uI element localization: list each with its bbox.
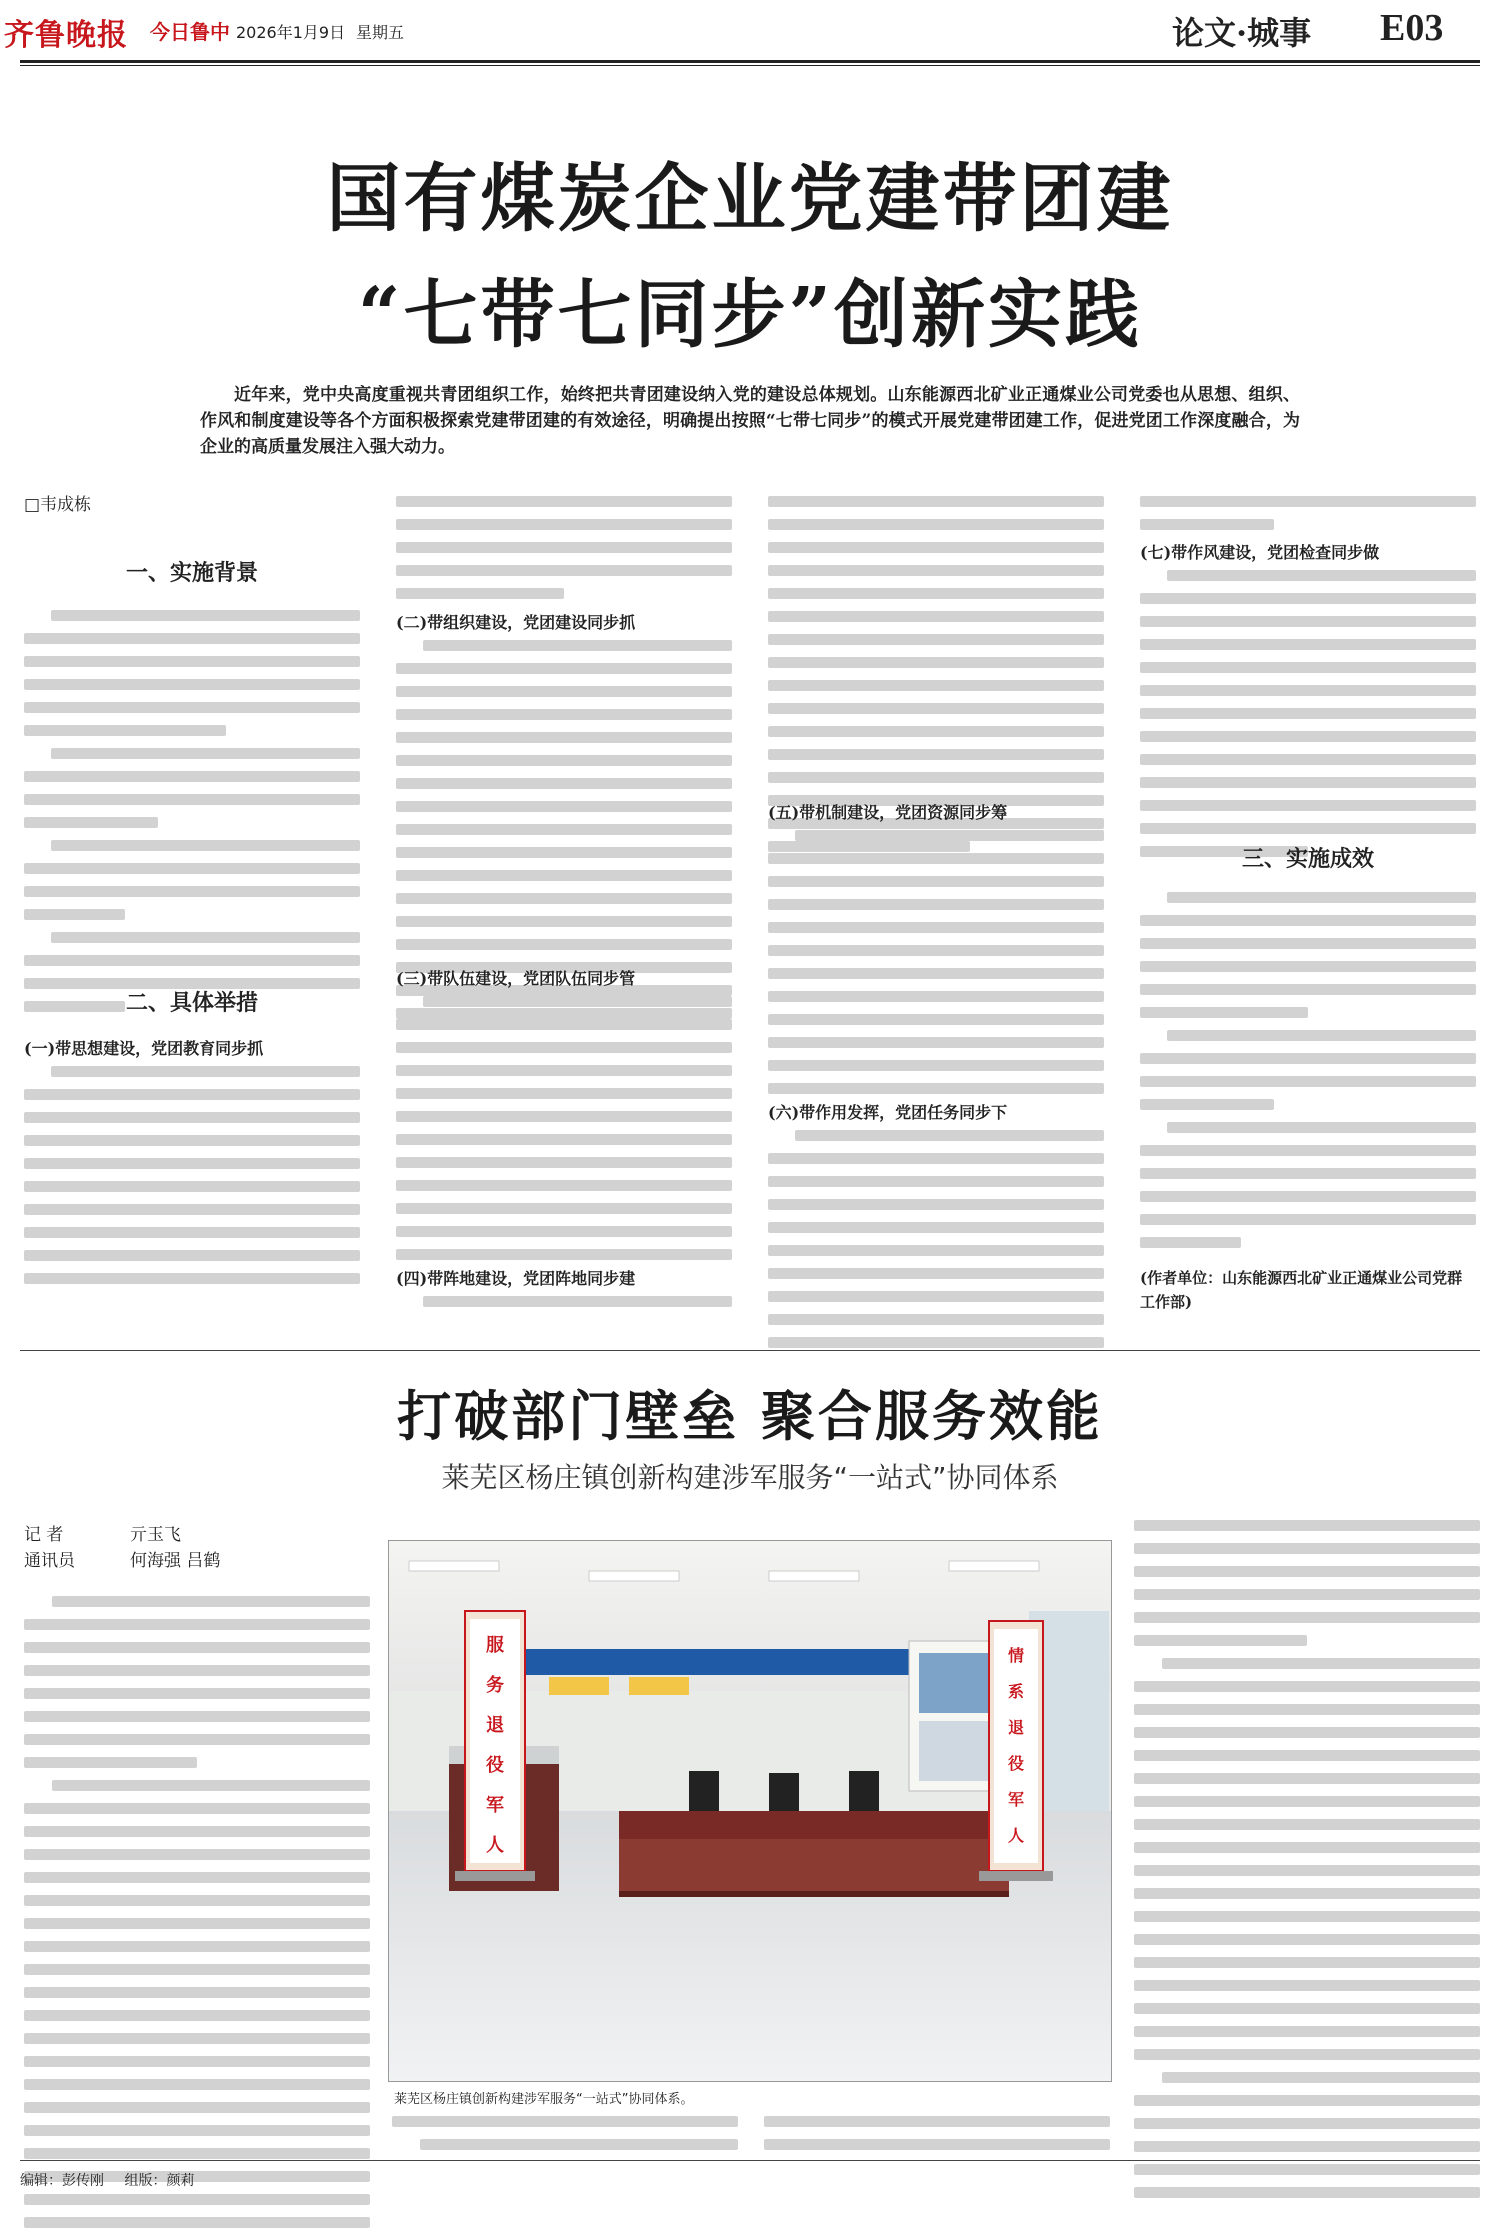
subheading-5: (五)带机制建设，党团资源同步筹 <box>768 803 1008 822</box>
article1-headline-line1: 国有煤炭企业党建带团建 <box>326 156 1174 242</box>
correspondent-names: 何海强 吕鹤 <box>130 1551 221 1571</box>
article-divider <box>20 1350 1480 1351</box>
subheading-6: (六)带作用发挥，党团任务同步下 <box>768 1103 1008 1122</box>
banner-left-glyph-5: 军 <box>486 1795 504 1816</box>
article2-headline: 打破部门壁垒 聚合服务效能 <box>397 1384 1103 1448</box>
article2-col2-text <box>392 2116 738 2150</box>
article2-col4-text <box>1134 1520 1480 2198</box>
correspondent-label: 通讯员 <box>24 1551 75 1571</box>
page-number: E03 <box>1380 7 1444 49</box>
masthead-rule <box>20 60 1480 63</box>
article1-col2-text-d <box>396 1296 732 1307</box>
section-heading-results: 三、实施成效 <box>1241 846 1374 872</box>
article1-col3-text-b <box>768 830 1104 1094</box>
banner-left-glyph-3: 退 <box>486 1715 504 1736</box>
section-title: 论文·城事 <box>1172 14 1312 52</box>
article1-col3-text-c <box>768 1130 1104 1348</box>
article1-col4-text-a <box>1140 496 1476 530</box>
article1-col4-text-c <box>1140 892 1476 1248</box>
subheading-4: (四)带阵地建设，党团阵地同步建 <box>396 1269 636 1288</box>
article1-col2-text-a <box>396 496 732 599</box>
edition-name: 今日鲁中 <box>150 20 230 44</box>
reporter-label: 记 者 <box>24 1525 64 1545</box>
issue-weekday: 星期五 <box>356 23 405 42</box>
banner-right-glyph-2: 系 <box>1007 1682 1025 1701</box>
editor-label: 编辑： <box>20 2173 62 2189</box>
article2-col1-text <box>24 1596 370 2228</box>
article1-col1-text-a <box>24 610 360 1012</box>
layout-name: 颜莉 <box>166 2173 195 2189</box>
article2-col3-text <box>764 2116 1110 2150</box>
issue-date: 2026年1月9日 <box>236 23 346 42</box>
photo-caption: 莱芜区杨庄镇创新构建涉军服务“一站式”协同体系。 <box>394 2092 694 2107</box>
subheading-2: (二)带组织建设，党团建设同步抓 <box>396 613 636 632</box>
section-heading-background: 一、实施背景 <box>125 560 258 586</box>
banner-right-glyph-1: 情 <box>1007 1646 1025 1665</box>
subheading-7: (七)带作风建设，党团检查同步做 <box>1140 543 1380 562</box>
subheading-1: (一)带思想建设，党团教育同步抓 <box>24 1039 264 1058</box>
article1-col3-text-a <box>768 496 1104 852</box>
banner-right-glyph-5: 军 <box>1007 1790 1025 1809</box>
newspaper-logo: 齐鲁晚报 <box>4 18 128 53</box>
article1-col1-text-b <box>24 1066 360 1284</box>
banner-left-glyph-1: 服 <box>486 1635 504 1656</box>
article1-col2-text-c <box>396 996 732 1260</box>
article2-subheadline: 莱芜区杨庄镇创新构建涉军服务“一站式”协同体系 <box>441 1461 1059 1494</box>
editor-credits <box>20 2170 194 2190</box>
reporter-name: 亓玉飞 <box>130 1525 181 1545</box>
service-hall-illustration <box>389 1541 1111 2081</box>
editor-name: 彭传刚 <box>62 2173 104 2189</box>
banner-left-glyph-6: 人 <box>486 1835 504 1856</box>
service-hall-photo <box>388 1540 1112 2082</box>
article1-col2-text-b <box>396 640 732 1019</box>
article1-lead: 近年来，党中央高度重视共青团组织工作，始终把共青团建设纳入党的建设总体规划。山东能源西北矿业正通煤业公司党委也从思想、组织、作风和制度建设等各个方面积极探索党建带团建的有效途径，明确提出按照“七带七同步”的模式开展党建带团建工作，促进党团工作深度融合，为企业的高质量发展注入强大动力。 <box>200 385 1300 457</box>
banner-right-glyph-3: 退 <box>1007 1718 1025 1737</box>
article1-headline-line2: “七带七同步”创新实践 <box>357 272 1143 358</box>
author-unit: (作者单位：山东能源西北矿业正通煤业公司党群工作部) <box>1140 1269 1463 1311</box>
article1-byline: □韦成栋 <box>24 495 92 515</box>
banner-right-glyph-4: 役 <box>1007 1754 1025 1773</box>
article1-col4-text-b <box>1140 570 1476 857</box>
masthead-rule-thin <box>20 65 1480 66</box>
section-heading-measures: 二、具体举措 <box>125 990 258 1016</box>
layout-label: 组版： <box>124 2173 167 2189</box>
footer-rule <box>20 2160 1480 2161</box>
banner-left-glyph-2: 务 <box>486 1675 504 1696</box>
banner-right-glyph-6: 人 <box>1007 1826 1025 1845</box>
banner-left-glyph-4: 役 <box>486 1755 504 1776</box>
subheading-3: (三)带队伍建设，党团队伍同步管 <box>396 969 636 988</box>
